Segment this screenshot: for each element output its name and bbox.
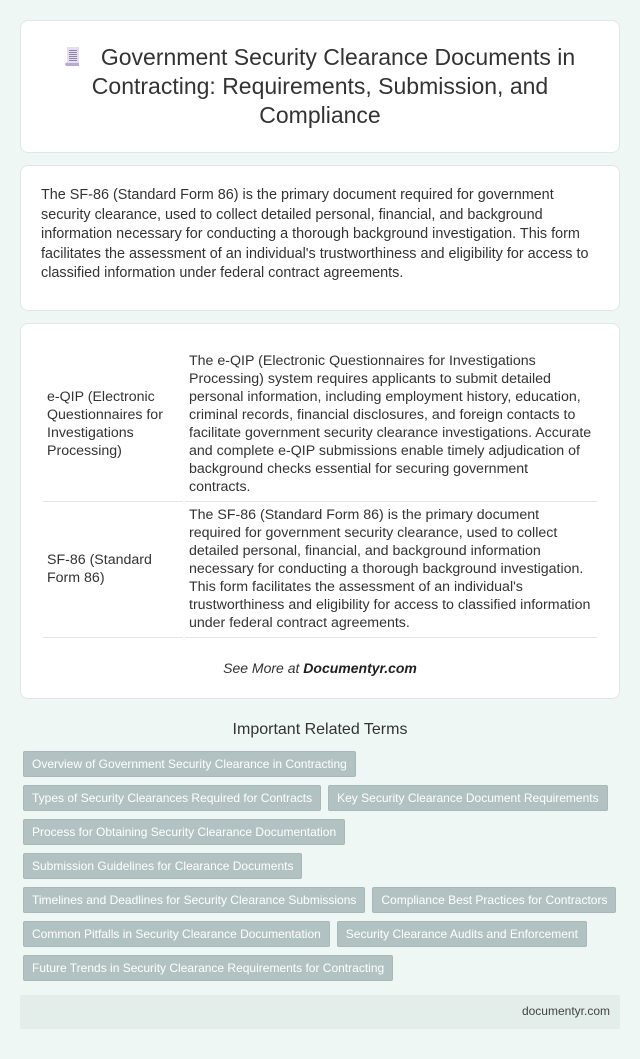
- related-term-tag[interactable]: Compliance Best Practices for Contractors: [372, 887, 616, 913]
- related-terms-title: Important Related Terms: [232, 720, 408, 738]
- intro-paragraph: The SF-86 (Standard Form 86) is the primary document required for government security clearance, used to collect detailed personal, financial, and background information necessary for conducting a thorough background investigation. This form facilitates the assessment of an individual's trustworthiness and eligibility for access to classified information under federal contract agreements.: [41, 187, 589, 281]
- related-term-tag[interactable]: Types of Security Clearances Required for Contracts: [23, 785, 321, 811]
- definitions-card: [20, 323, 620, 699]
- page-title-text: Government Security Clearance Documents in Contracting: Requirements, Submission, and Compliance: [91, 44, 576, 128]
- see-more: [41, 660, 599, 676]
- footer: [20, 995, 620, 1029]
- related-term-tag[interactable]: Security Clearance Audits and Enforcement: [337, 921, 587, 947]
- related-term-tag[interactable]: Future Trends in Security Clearance Requirements for Contracting: [23, 955, 393, 981]
- related-term-tag[interactable]: Common Pitfalls in Security Clearance Documentation: [23, 921, 330, 947]
- page-title: [51, 43, 589, 130]
- intro-card: [20, 165, 620, 311]
- table-row: [43, 502, 597, 638]
- related-term-tag[interactable]: Process for Obtaining Security Clearance Documentation: [23, 819, 345, 845]
- footer-site-link[interactable]: documentyr.com: [521, 1003, 610, 1018]
- description-cell: The e-QIP (Electronic Questionnaires for Investigations Processing) system requires applicants to submit detailed personal information, including employment history, education, criminal records, financial disclosures, and foreign contacts to facilitate government security clearance investigations. Accurate and complete e-QIP submissions enable timely adjudication of background checks essential for securing government contracts.: [185, 348, 597, 502]
- related-term-tag[interactable]: Submission Guidelines for Clearance Documents: [23, 853, 302, 879]
- related-term-tag[interactable]: Overview of Government Security Clearance in Contracting: [23, 751, 356, 777]
- related-term-tag[interactable]: Key Security Clearance Document Requirements: [328, 785, 607, 811]
- see-more-prefix: See More at: [223, 659, 304, 676]
- related-terms-list: [20, 751, 620, 981]
- document-scroll-icon: [65, 47, 81, 67]
- see-more-link[interactable]: Documentyr.com: [303, 659, 417, 676]
- term-cell: e-QIP (Electronic Questionnaires for Investigations Processing): [43, 348, 183, 502]
- term-cell: SF-86 (Standard Form 86): [43, 502, 183, 638]
- table-row: [43, 348, 597, 502]
- related-term-tag[interactable]: Timelines and Deadlines for Security Clearance Submissions: [23, 887, 365, 913]
- description-cell: The SF-86 (Standard Form 86) is the primary document required for government security clearance, used to collect detailed personal, financial, and background information necessary for conducting a thorough background investigation. This form facilitates the assessment of an individual's trustworthiness and eligibility for access to classified information under federal contract agreements.: [185, 502, 597, 638]
- definitions-table: [41, 348, 599, 638]
- title-card: [20, 20, 620, 153]
